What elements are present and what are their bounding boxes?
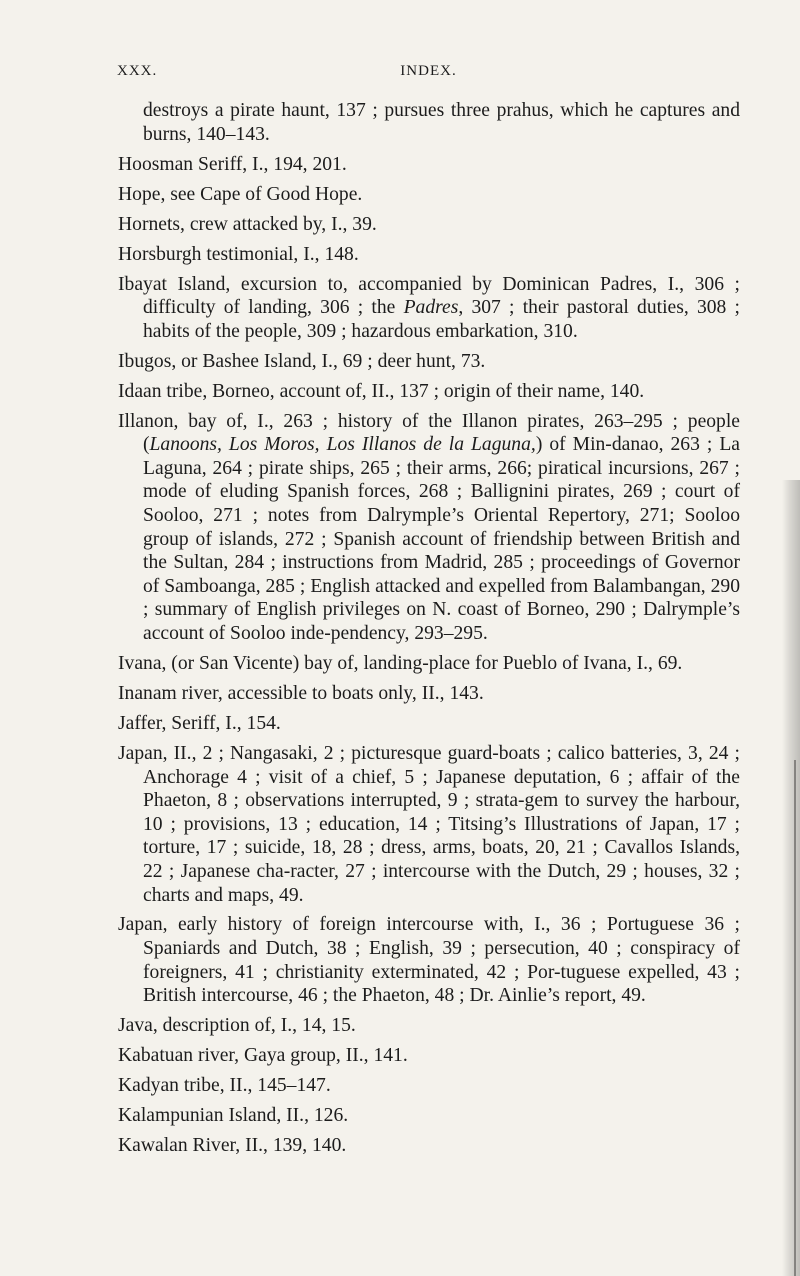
index-entry	[118, 742, 740, 907]
index-entry	[118, 913, 740, 1007]
entry-text: destroys a pirate haunt, 137 ; pursues three prahus, which he captures and burns, 140–143.	[143, 100, 740, 145]
index-entry	[118, 1014, 740, 1038]
entry-text: Inanam river, accessible to boats only, II., 143.	[118, 682, 484, 704]
page-edge-line	[794, 760, 796, 1276]
entry-text: Japan, II., 2 ; Nangasaki, 2 ; picturesque guard-boats ; calico batteries, 3, 24 ; Anchorage 4 ; visit of a chief, 5 ; Japanese deputation, 6 ; affair of the Phaeton, 8 ; observations interrupted, 9 ; strata-gem to survey the harbour, 10 ; provisions, 13 ; education, 14 ; Titsing’s Illustrations of Japan, 17 ; torture, 17 ; suicide, 18, 28 ; dress, arms, boats, 20, 21 ; Cavallos Islands, 22 ; Japanese cha-racter, 27 ; intercourse with the Dutch, 29 ; houses, 32 ; charts and maps, 49.	[118, 742, 740, 906]
entry-text: Jaffer, Seriff, I., 154.	[118, 712, 281, 734]
index-entry	[118, 682, 740, 706]
index-entry	[118, 712, 740, 736]
running-head	[117, 63, 740, 87]
italic-term: Padres	[403, 297, 459, 319]
entry-text: Hope, see Cape of Good Hope.	[118, 183, 363, 205]
entry-text: Horsburgh testimonial, I., 148.	[118, 243, 359, 265]
entry-text: Idaan tribe, Borneo, account of, II., 137 ; origin of their name, 140.	[118, 380, 645, 402]
index-entry	[118, 183, 740, 207]
entry-text: Kalampunian Island, II., 126.	[118, 1105, 349, 1127]
index-entry	[118, 1134, 740, 1158]
entry-text: Kadyan tribe, II., 145–147.	[118, 1075, 331, 1097]
index-entries	[118, 99, 740, 1164]
page-title: INDEX.	[400, 63, 457, 79]
entry-text: , 307 ; their pastoral duties, 308 ; habits of the people, 309 ; hazardous embarkation, 310.	[143, 297, 740, 342]
entry-text: Ivana, (or San Vicente) bay of, landing-place for Pueblo of Ivana, I., 69.	[118, 652, 683, 674]
index-entry	[118, 1074, 740, 1098]
page-edge-shadow	[782, 480, 800, 1276]
entry-text: Ibayat Island, excursion to, accompanied by Dominican Padres, I., 306 ; difficulty of landing, 306 ; the	[118, 273, 740, 319]
index-entry	[118, 243, 740, 267]
index-entry	[118, 350, 740, 374]
index-entry	[118, 273, 740, 344]
index-entry	[118, 153, 740, 177]
index-entry	[118, 410, 740, 646]
entry-text: Kawalan River, II., 139, 140.	[118, 1135, 347, 1157]
entry-text: Java, description of, I., 14, 15.	[118, 1015, 356, 1037]
index-entry	[118, 1044, 740, 1068]
index-entry	[118, 652, 740, 676]
index-entry-continuation	[118, 99, 740, 146]
entry-text: Ibugos, or Bashee Island, I., 69 ; deer hunt, 73.	[118, 350, 486, 372]
page-number: XXX.	[117, 63, 158, 79]
entry-text: Hoosman Seriff, I., 194, 201.	[118, 153, 347, 175]
italic-term: Lanoons, Los Moros, Los Illanos de la Laguna,	[149, 434, 536, 456]
entry-text: Hornets, crew attacked by, I., 39.	[118, 213, 377, 235]
entry-text: ) of Min-danao, 263 ; La Laguna, 264 ; pirate ships, 265 ; their arms, 266; piratical incursions, 267 ; mode of eluding Spanish forces, 268 ; Ballignini pirates, 269 ; court of Sooloo, 271 ; notes from Dalrymple’s Oriental Repertory, 271; Sooloo group of islands, 272 ; Spanish account of friendship between British and the Sultan, 284 ; instructions from Madrid, 285 ; proceedings of Governor of Samboanga, 285 ; English attacked and expelled from Balambangan, 290 ; summary of English privileges on N. coast of Borneo, 290 ; Dalrymple’s account of Sooloo inde-pendency, 293–295.	[143, 434, 740, 644]
index-entry	[118, 1104, 740, 1128]
index-entry	[118, 380, 740, 404]
entry-text: Japan, early history of foreign intercourse with, I., 36 ; Portuguese 36 ; Spaniards and Dutch, 38 ; English, 39 ; persecution, 40 ; conspiracy of foreigners, 41 ; christianity exterminated, 42 ; Por-tuguese expelled, 43 ; British intercourse, 46 ; the Phaeton, 48 ; Dr. Ainlie’s report, 49.	[118, 914, 740, 1007]
entry-text: Illanon, bay of, I., 263 ; history of the Illanon pirates, 263–295 ; people (	[118, 410, 740, 456]
index-entry	[118, 213, 740, 237]
entry-text: Kabatuan river, Gaya group, II., 141.	[118, 1045, 408, 1067]
